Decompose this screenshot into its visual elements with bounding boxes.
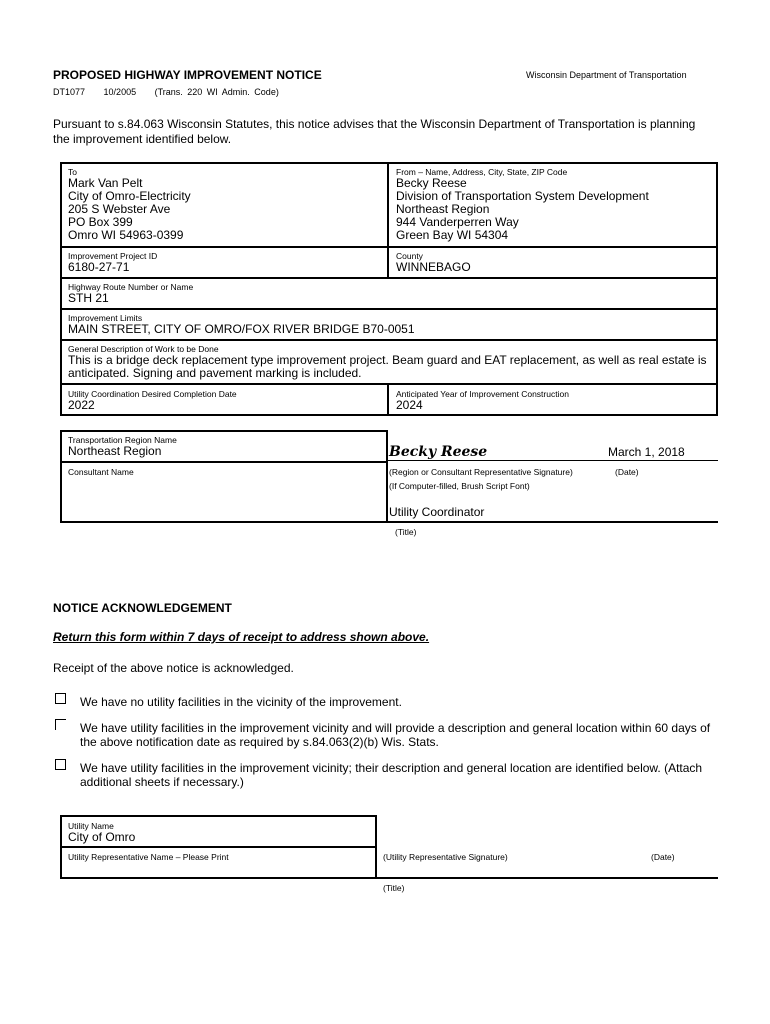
rep-signature-caption: (Utility Representative Signature) — [383, 852, 508, 862]
route-cell — [68, 282, 708, 305]
to-cell — [68, 167, 383, 242]
form-number: DT1077 — [53, 87, 86, 97]
utility-name-label: Utility Name — [68, 821, 114, 831]
will-provide-checkbox[interactable] — [55, 719, 66, 730]
utility-name-value: City of Omro — [68, 830, 136, 844]
construction-year-cell — [396, 389, 714, 412]
divider — [60, 846, 377, 848]
title-line — [386, 521, 718, 523]
utility-name-cell — [68, 821, 373, 844]
form-date: 10/2005 — [103, 87, 137, 97]
consultant-label: Consultant Name — [68, 467, 134, 477]
county-label: County — [396, 251, 423, 261]
no-facilities-option: We have no utility facilities in the vicinity of the improvement. — [80, 695, 402, 709]
limits-cell — [68, 313, 708, 336]
to-city: Omro WI 54963-0399 — [68, 228, 184, 242]
county-value: WINNEBAGO — [396, 260, 471, 274]
signature-caption: (Region or Consultant Representative Signature) — [389, 467, 573, 477]
description-cell — [68, 344, 712, 380]
utility-date-label: Utility Coordination Desired Completion Date — [68, 389, 237, 399]
agency-name: Wisconsin Department of Transportation — [526, 70, 687, 80]
construction-year-label: Anticipated Year of Improvement Construction — [396, 389, 569, 399]
from-label: From – Name, Address, City, State, ZIP Code — [396, 167, 568, 177]
to-name: Mark Van Pelt — [68, 176, 143, 190]
from-division: Division of Transportation System Development — [396, 189, 649, 203]
to-street: 205 S Webster Ave — [68, 202, 171, 216]
divider — [387, 162, 389, 278]
route-label: Highway Route Number or Name — [68, 282, 194, 292]
from-cell — [396, 167, 714, 242]
divider — [60, 383, 718, 385]
date-caption: (Date) — [615, 467, 639, 477]
construction-year-value: 2024 — [396, 398, 423, 412]
project-id-label: Improvement Project ID — [68, 251, 158, 261]
to-org: City of Omro-Electricity — [68, 189, 191, 203]
to-label: To — [68, 167, 77, 177]
project-id-cell — [68, 251, 383, 274]
limits-value: MAIN STREET, CITY OF OMRO/FOX RIVER BRIDGE B70-0051 — [68, 322, 415, 336]
acknowledgement-heading: NOTICE ACKNOWLEDGEMENT — [53, 601, 232, 615]
from-name: Becky Reese — [396, 176, 467, 190]
divider — [387, 384, 389, 416]
title-value: Utility Coordinator — [389, 505, 485, 519]
font-note: (If Computer-filled, Brush Script Font) — [389, 481, 530, 491]
identified-below-option: We have utility facilities in the improvement vicinity; their description and general location are identified below. (Attach additional sheets if necessary.) — [80, 761, 703, 789]
return-instruction: Return this form within 7 days of receipt to address shown above. — [53, 630, 430, 644]
intro-paragraph: Pursuant to s.84.063 Wisconsin Statutes, this notice advises that the Wisconsin Department of Transportation is planning the improvement identified below. — [53, 117, 696, 146]
limits-label: Improvement Limits — [68, 313, 143, 323]
from-city: Green Bay WI 54304 — [396, 228, 509, 242]
divider — [60, 308, 718, 310]
sign-date: March 1, 2018 — [608, 445, 685, 459]
utility-date-cell — [68, 389, 383, 412]
rep-name-label: Utility Representative Name – Please Print — [68, 852, 229, 862]
rep-title-caption: (Title) — [383, 883, 405, 893]
from-street: 944 Vanderperren Way — [396, 215, 519, 229]
route-value: STH 21 — [68, 291, 109, 305]
to-pobox: PO Box 399 — [68, 215, 133, 229]
no-facilities-checkbox[interactable] — [55, 693, 66, 704]
project-id-value: 6180-27-71 — [68, 260, 130, 274]
description-label: General Description of Work to be Done — [68, 344, 219, 354]
rep-date-caption: (Date) — [651, 852, 675, 862]
utility-date-value: 2022 — [68, 398, 95, 412]
will-provide-option: We have utility facilities in the improvement vicinity and will provide a description and general location within 60 days of the above notification date as required by s.84.063(2)(b) Wis. Stats. — [80, 721, 711, 749]
region-label: Transportation Region Name — [68, 435, 177, 445]
description-value: This is a bridge deck replacement type improvement project. Beam guard and EAT replacement, as well as real estate is anticipated. Signing and pavement marking is included. — [68, 353, 707, 380]
region-value: Northeast Region — [68, 444, 162, 458]
utility-title-line — [375, 877, 718, 879]
county-cell — [396, 251, 714, 274]
receipt-statement: Receipt of the above notice is acknowledged. — [53, 661, 294, 675]
form-number-line — [53, 87, 293, 97]
region-signature: Becky Reese — [389, 444, 488, 460]
divider — [60, 339, 718, 341]
identified-below-checkbox[interactable] — [55, 759, 66, 770]
form-reference: (Trans. 220 WI Admin. Code) — [154, 87, 279, 97]
divider — [60, 277, 718, 279]
title-caption: (Title) — [395, 527, 417, 537]
form-title: PROPOSED HIGHWAY IMPROVEMENT NOTICE — [53, 68, 322, 82]
region-cell — [68, 435, 383, 458]
signature-line — [386, 460, 718, 461]
from-region: Northeast Region — [396, 202, 490, 216]
divider — [60, 246, 718, 248]
divider — [60, 461, 388, 463]
